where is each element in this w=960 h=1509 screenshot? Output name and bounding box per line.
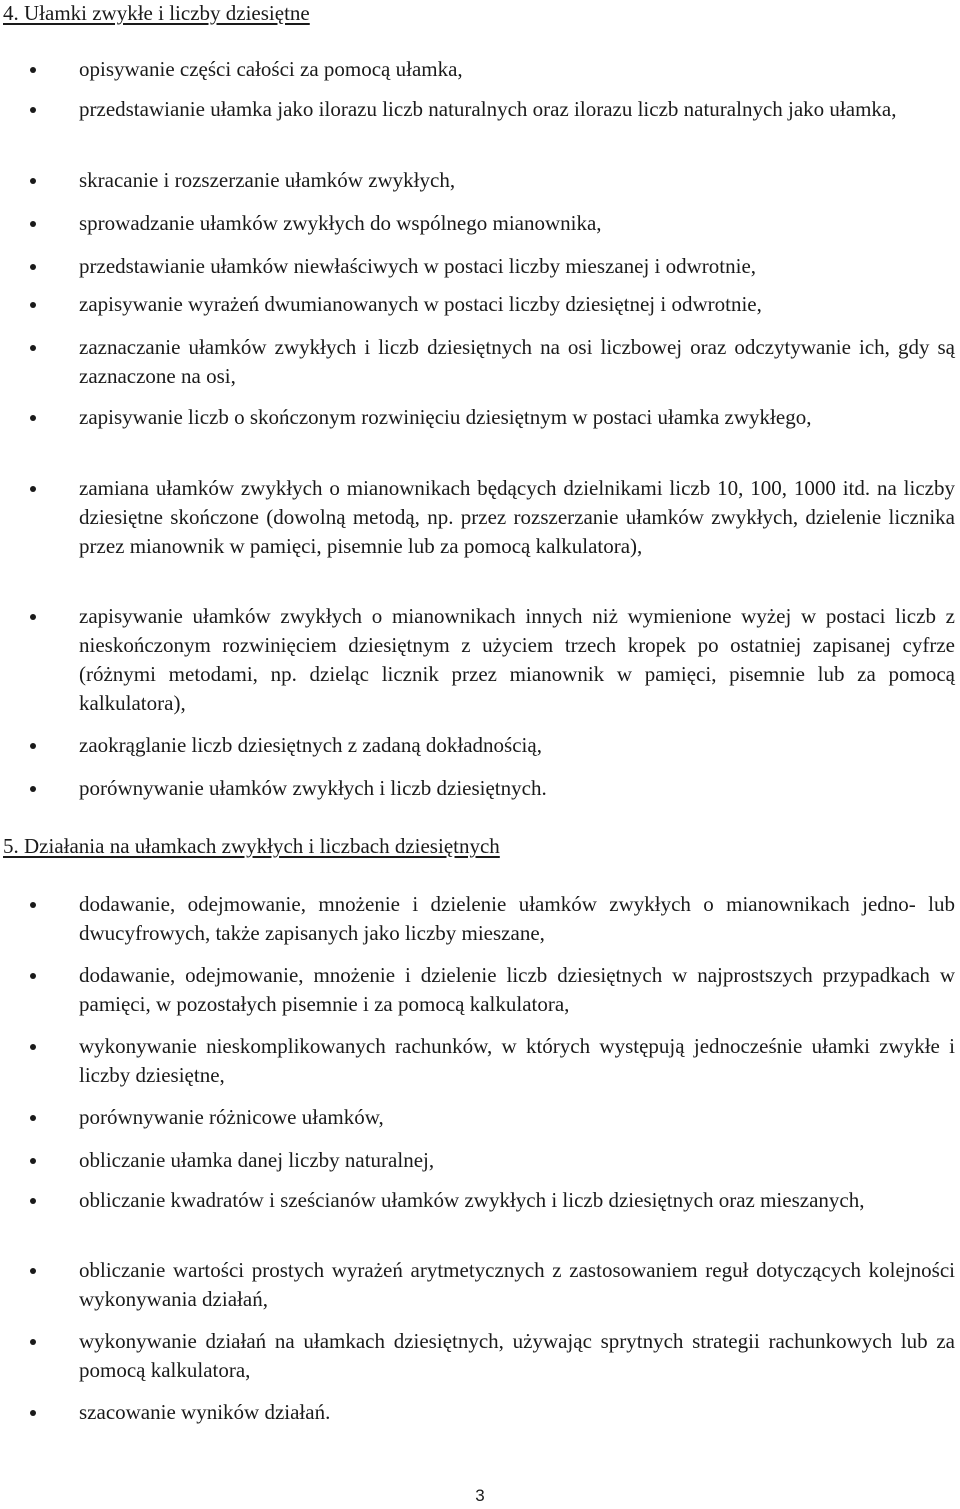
list-item: obliczanie ułamka danej liczby naturalnej, xyxy=(79,1146,955,1175)
page-number: 3 xyxy=(475,1486,485,1505)
section-5-heading: 5. Działania na ułamkach zwykłych i liczbach dziesiętnych xyxy=(3,834,500,858)
list-item: porównywanie różnicowe ułamków, xyxy=(79,1103,955,1132)
list-item: zamiana ułamków zwykłych o mianownikach będących dzielnikami liczb 10, 100, 1000 itd. na liczby dziesiętne skończone (dowolną metodą, np. przez rozszerzanie ułamków zwykłych, dzielenie licznika przez mianownik w pamięci, pisemnie lub za pomocą kalkulatora), xyxy=(79,474,955,561)
list-item: obliczanie wartości prostych wyrażeń arytmetycznych z zastosowaniem reguł dotyczących kolejności wykonywania działań, xyxy=(79,1256,955,1314)
list-item: zapisywanie wyrażeń dwumianowanych w postaci liczby dziesiętnej i odwrotnie, xyxy=(79,290,955,319)
list-item: dodawanie, odejmowanie, mnożenie i dzielenie ułamków zwykłych o mianownikach jedno- lub dwucyfrowych, także zapisanych jako liczby mieszane, xyxy=(79,890,955,948)
list-item: zaokrąglanie liczb dziesiętnych z zadaną dokładnością, xyxy=(79,731,955,760)
list-item: zaznaczanie ułamków zwykłych i liczb dziesiętnych na osi liczbowej oraz odczytywanie ich, gdy są zaznaczone na osi, xyxy=(79,333,955,391)
list-item: porównywanie ułamków zwykłych i liczb dziesiętnych. xyxy=(79,774,955,803)
list-item: szacowanie wyników działań. xyxy=(79,1398,955,1427)
section-4-heading: 4. Ułamki zwykłe i liczby dziesiętne xyxy=(3,1,310,25)
list-item: dodawanie, odejmowanie, mnożenie i dzielenie liczb dziesiętnych w najprostszych przypadkach w pamięci, w pozostałych pisemnie i za pomocą kalkulatora, xyxy=(79,961,955,1019)
list-item: skracanie i rozszerzanie ułamków zwykłych, xyxy=(79,166,955,195)
list-item: zapisywanie ułamków zwykłych o mianownikach innych niż wymienione wyżej w postaci liczb z nieskończonym rozwinięciem dziesiętnym z użyciem trzech kropek po ostatniej zapisanej cyfrze (różnymi metodami, np. dzieląc licznik przez mianownik w pamięci, pisemnie lub za pomocą kalkulatora), xyxy=(79,602,955,718)
list-item: przedstawianie ułamka jako ilorazu liczb naturalnych oraz ilorazu liczb naturalnych jako ułamka, xyxy=(79,95,955,124)
list-item: obliczanie kwadratów i sześcianów ułamków zwykłych i liczb dziesiętnych oraz mieszanych, xyxy=(79,1186,955,1215)
list-item: zapisywanie liczb o skończonym rozwinięciu dziesiętnym w postaci ułamka zwykłego, xyxy=(79,403,955,432)
list-item: wykonywanie nieskomplikowanych rachunków, w których występują jednocześnie ułamki zwykłe i liczby dziesiętne, xyxy=(79,1032,955,1090)
list-item: przedstawianie ułamków niewłaściwych w postaci liczby mieszanej i odwrotnie, xyxy=(79,252,955,281)
list-item: sprowadzanie ułamków zwykłych do wspólnego mianownika, xyxy=(79,209,955,238)
list-item: wykonywanie działań na ułamkach dziesiętnych, używając sprytnych strategii rachunkowych lub za pomocą kalkulatora, xyxy=(79,1327,955,1385)
list-item: opisywanie części całości za pomocą ułamka, xyxy=(79,55,955,84)
